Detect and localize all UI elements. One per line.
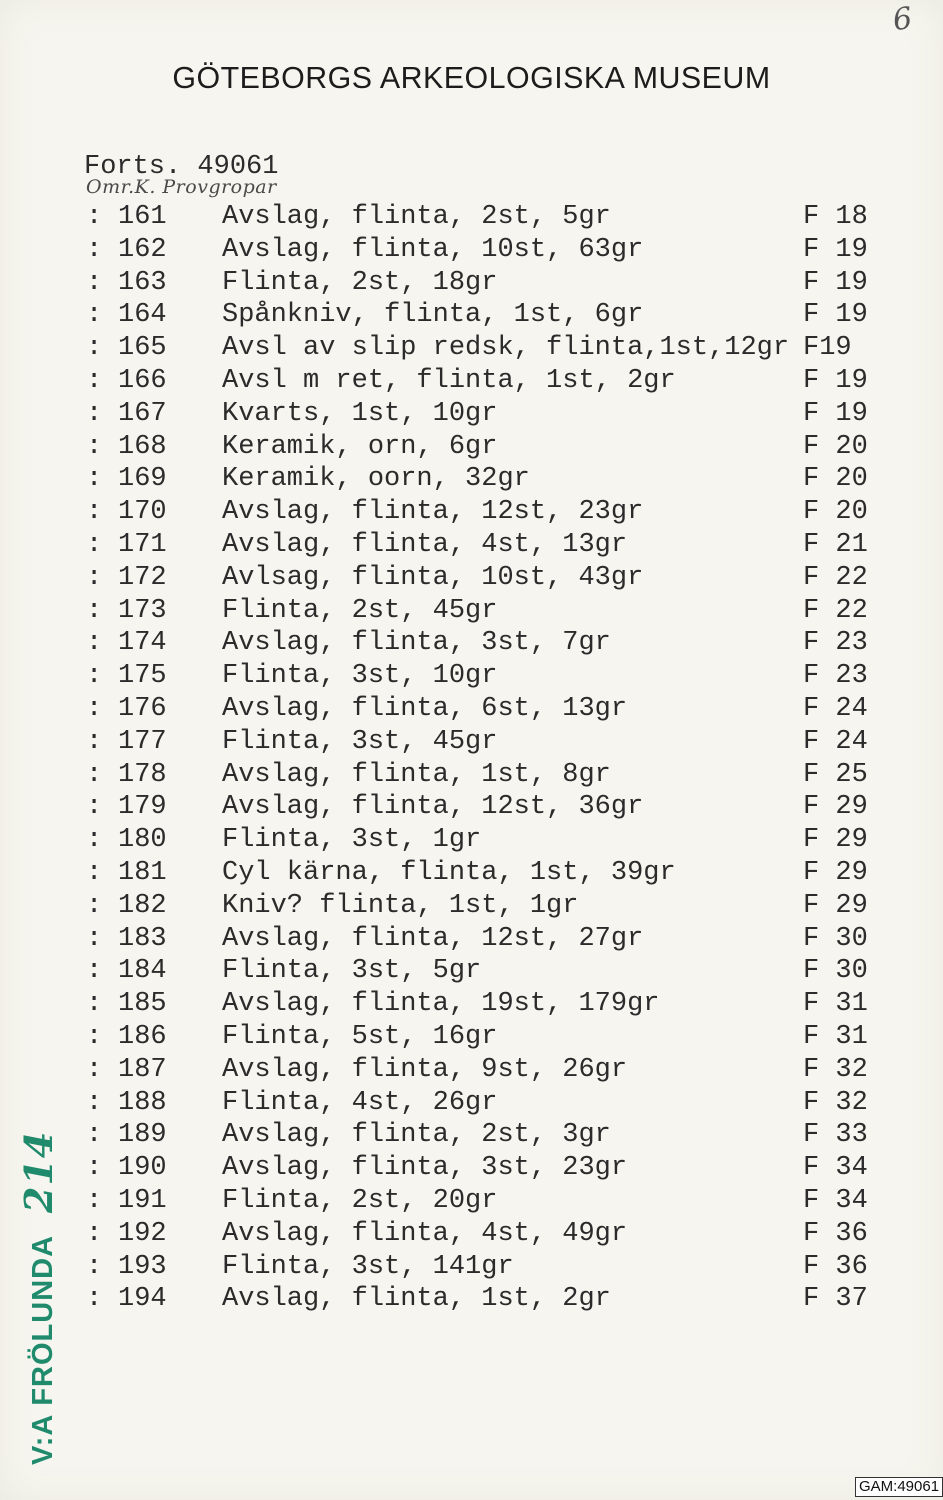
entry-description: Avslag, flinta, 1st, 8gr — [222, 760, 611, 790]
entry-number: 168 — [118, 432, 167, 462]
entry-box: F 29 — [803, 891, 868, 921]
entry-box: F 19 — [803, 268, 868, 298]
entry-number: 189 — [118, 1120, 167, 1150]
entry-box: F 21 — [803, 530, 868, 560]
entry-number: 180 — [118, 825, 167, 855]
continuation-line: Forts. 49061 — [84, 152, 279, 182]
entry-box: F 22 — [803, 596, 868, 626]
entry-box: F 29 — [803, 825, 868, 855]
entry-number: 165 — [118, 333, 167, 363]
entry-description: Avslag, flinta, 12st, 27gr — [222, 924, 644, 954]
entry-number: 164 — [118, 300, 167, 330]
site-stamp — [16, 1131, 61, 1465]
entry-box: F 20 — [803, 497, 868, 527]
entry-colon: : — [86, 1252, 103, 1282]
entry-number: 163 — [118, 268, 167, 298]
entry-box: F 34 — [803, 1186, 868, 1216]
entry-box: F 36 — [803, 1219, 868, 1249]
entry-box: F 25 — [803, 760, 868, 790]
entry-colon: : — [86, 497, 103, 527]
entry-description: Flinta, 3st, 10gr — [222, 661, 498, 691]
entry-box: F 33 — [803, 1120, 868, 1150]
entry-number: 175 — [118, 661, 167, 691]
entry-box: F 32 — [803, 1055, 868, 1085]
entry-description: Kvarts, 1st, 10gr — [222, 399, 498, 429]
entry-description: Avslag, flinta, 6st, 13gr — [222, 694, 628, 724]
entry-box: F 30 — [803, 924, 868, 954]
entry-description: Avsl m ret, flinta, 1st, 2gr — [222, 366, 676, 396]
entry-description: Keramik, oorn, 32gr — [222, 464, 530, 494]
entry-colon: : — [86, 202, 103, 232]
entry-description: Avslag, flinta, 2st, 3gr — [222, 1120, 611, 1150]
entry-number: 166 — [118, 366, 167, 396]
entry-number: 186 — [118, 1022, 167, 1052]
entry-box: F 37 — [803, 1284, 868, 1314]
entry-number: 177 — [118, 727, 167, 757]
entry-box: F 19 — [803, 399, 868, 429]
entry-description: Avslag, flinta, 1st, 2gr — [222, 1284, 611, 1314]
entry-description: Kniv? flinta, 1st, 1gr — [222, 891, 579, 921]
entry-colon: : — [86, 563, 103, 593]
entry-number: 172 — [118, 563, 167, 593]
entry-colon: : — [86, 333, 103, 363]
entry-description: Avslag, flinta, 2st, 5gr — [222, 202, 611, 232]
entry-description: Keramik, orn, 6gr — [222, 432, 498, 462]
entry-colon: : — [86, 924, 103, 954]
entry-box: F 19 — [803, 300, 868, 330]
entry-description: Spånkniv, flinta, 1st, 6gr — [222, 300, 644, 330]
entry-box: F 19 — [803, 366, 868, 396]
entry-description: Avslag, flinta, 4st, 13gr — [222, 530, 628, 560]
entry-description: Flinta, 2st, 20gr — [222, 1186, 498, 1216]
entry-description: Avlsag, flinta, 10st, 43gr — [222, 563, 644, 593]
entry-box: F 31 — [803, 989, 868, 1019]
entry-colon: : — [86, 235, 103, 265]
entry-box: F 22 — [803, 563, 868, 593]
entry-number: 187 — [118, 1055, 167, 1085]
entry-description: Avsl av slip redsk, flinta,1st,12gr — [222, 333, 790, 363]
entry-number: 185 — [118, 989, 167, 1019]
entry-colon: : — [86, 1186, 103, 1216]
entry-colon: : — [86, 825, 103, 855]
entry-colon: : — [86, 956, 103, 986]
entry-box: F 23 — [803, 628, 868, 658]
entry-colon: : — [86, 300, 103, 330]
entry-box: F 32 — [803, 1088, 868, 1118]
entry-colon: : — [86, 366, 103, 396]
entry-number: 171 — [118, 530, 167, 560]
entry-number: 192 — [118, 1219, 167, 1249]
entry-colon: : — [86, 268, 103, 298]
entry-description: Avslag, flinta, 19st, 179gr — [222, 989, 660, 1019]
entry-number: 194 — [118, 1284, 167, 1314]
entry-box: F 36 — [803, 1252, 868, 1282]
entry-colon: : — [86, 1120, 103, 1150]
entry-colon: : — [86, 1153, 103, 1183]
entry-colon: : — [86, 858, 103, 888]
entry-number: 183 — [118, 924, 167, 954]
entry-colon: : — [86, 989, 103, 1019]
entry-number: 170 — [118, 497, 167, 527]
entry-number: 178 — [118, 760, 167, 790]
entry-number: 162 — [118, 235, 167, 265]
site-stamp-text: V:A FRÖLUNDA — [27, 1234, 59, 1465]
entry-description: Cyl kärna, flinta, 1st, 39gr — [222, 858, 676, 888]
entry-number: 193 — [118, 1252, 167, 1282]
entry-colon: : — [86, 464, 103, 494]
entry-description: Avslag, flinta, 4st, 49gr — [222, 1219, 628, 1249]
entry-colon: : — [86, 399, 103, 429]
entry-description: Avslag, flinta, 3st, 7gr — [222, 628, 611, 658]
entry-description: Avslag, flinta, 9st, 26gr — [222, 1055, 628, 1085]
entry-number: 174 — [118, 628, 167, 658]
entry-description: Avslag, flinta, 3st, 23gr — [222, 1153, 628, 1183]
entry-description: Flinta, 2st, 45gr — [222, 596, 498, 626]
entry-number: 191 — [118, 1186, 167, 1216]
entry-number: 190 — [118, 1153, 167, 1183]
entry-description: Flinta, 4st, 26gr — [222, 1088, 498, 1118]
entry-colon: : — [86, 792, 103, 822]
entry-number: 182 — [118, 891, 167, 921]
entry-number: 169 — [118, 464, 167, 494]
entry-colon: : — [86, 432, 103, 462]
entry-colon: : — [86, 1088, 103, 1118]
entry-colon: : — [86, 1284, 103, 1314]
entry-colon: : — [86, 694, 103, 724]
entry-number: 176 — [118, 694, 167, 724]
entry-box: F 30 — [803, 956, 868, 986]
entry-colon: : — [86, 727, 103, 757]
entry-description: Avslag, flinta, 12st, 23gr — [222, 497, 644, 527]
entry-description: Avslag, flinta, 12st, 36gr — [222, 792, 644, 822]
entry-colon: : — [86, 530, 103, 560]
entry-box: F 31 — [803, 1022, 868, 1052]
entry-description: Flinta, 3st, 5gr — [222, 956, 482, 986]
entry-colon: : — [86, 661, 103, 691]
entry-colon: : — [86, 628, 103, 658]
entry-box: F 24 — [803, 727, 868, 757]
museum-header: GÖTEBORGS ARKEOLOGISKA MUSEUM — [172, 60, 771, 95]
entry-description: Flinta, 2st, 18gr — [222, 268, 498, 298]
entry-box: F 23 — [803, 661, 868, 691]
entry-box: F 18 — [803, 202, 868, 232]
entry-number: 179 — [118, 792, 167, 822]
entry-colon: : — [86, 1055, 103, 1085]
entry-box: F 29 — [803, 792, 868, 822]
entry-colon: : — [86, 891, 103, 921]
entry-colon: : — [86, 760, 103, 790]
entry-box: F 20 — [803, 432, 868, 462]
entry-description: Flinta, 5st, 16gr — [222, 1022, 498, 1052]
entry-box: F19 — [803, 333, 852, 363]
entry-number: 167 — [118, 399, 167, 429]
handwritten-note: Omr.K. Provgropar — [86, 176, 277, 198]
entry-colon: : — [86, 1219, 103, 1249]
entry-description: Flinta, 3st, 45gr — [222, 727, 498, 757]
entry-box: F 34 — [803, 1153, 868, 1183]
entry-colon: : — [86, 1022, 103, 1052]
entry-colon: : — [86, 596, 103, 626]
entry-description: Flinta, 3st, 141gr — [222, 1252, 514, 1282]
entry-description: Avslag, flinta, 10st, 63gr — [222, 235, 644, 265]
catalog-reference: GAM:49061 — [855, 1477, 943, 1497]
page-number-mark: 6 — [890, 0, 915, 39]
entry-number: 188 — [118, 1088, 167, 1118]
entry-box: F 24 — [803, 694, 868, 724]
entry-box: F 20 — [803, 464, 868, 494]
entry-box: F 29 — [803, 858, 868, 888]
box-number: 214 — [16, 1130, 61, 1213]
entry-number: 181 — [118, 858, 167, 888]
entry-number: 161 — [118, 202, 167, 232]
entry-number: 173 — [118, 596, 167, 626]
entry-number: 184 — [118, 956, 167, 986]
entry-box: F 19 — [803, 235, 868, 265]
entry-description: Flinta, 3st, 1gr — [222, 825, 482, 855]
